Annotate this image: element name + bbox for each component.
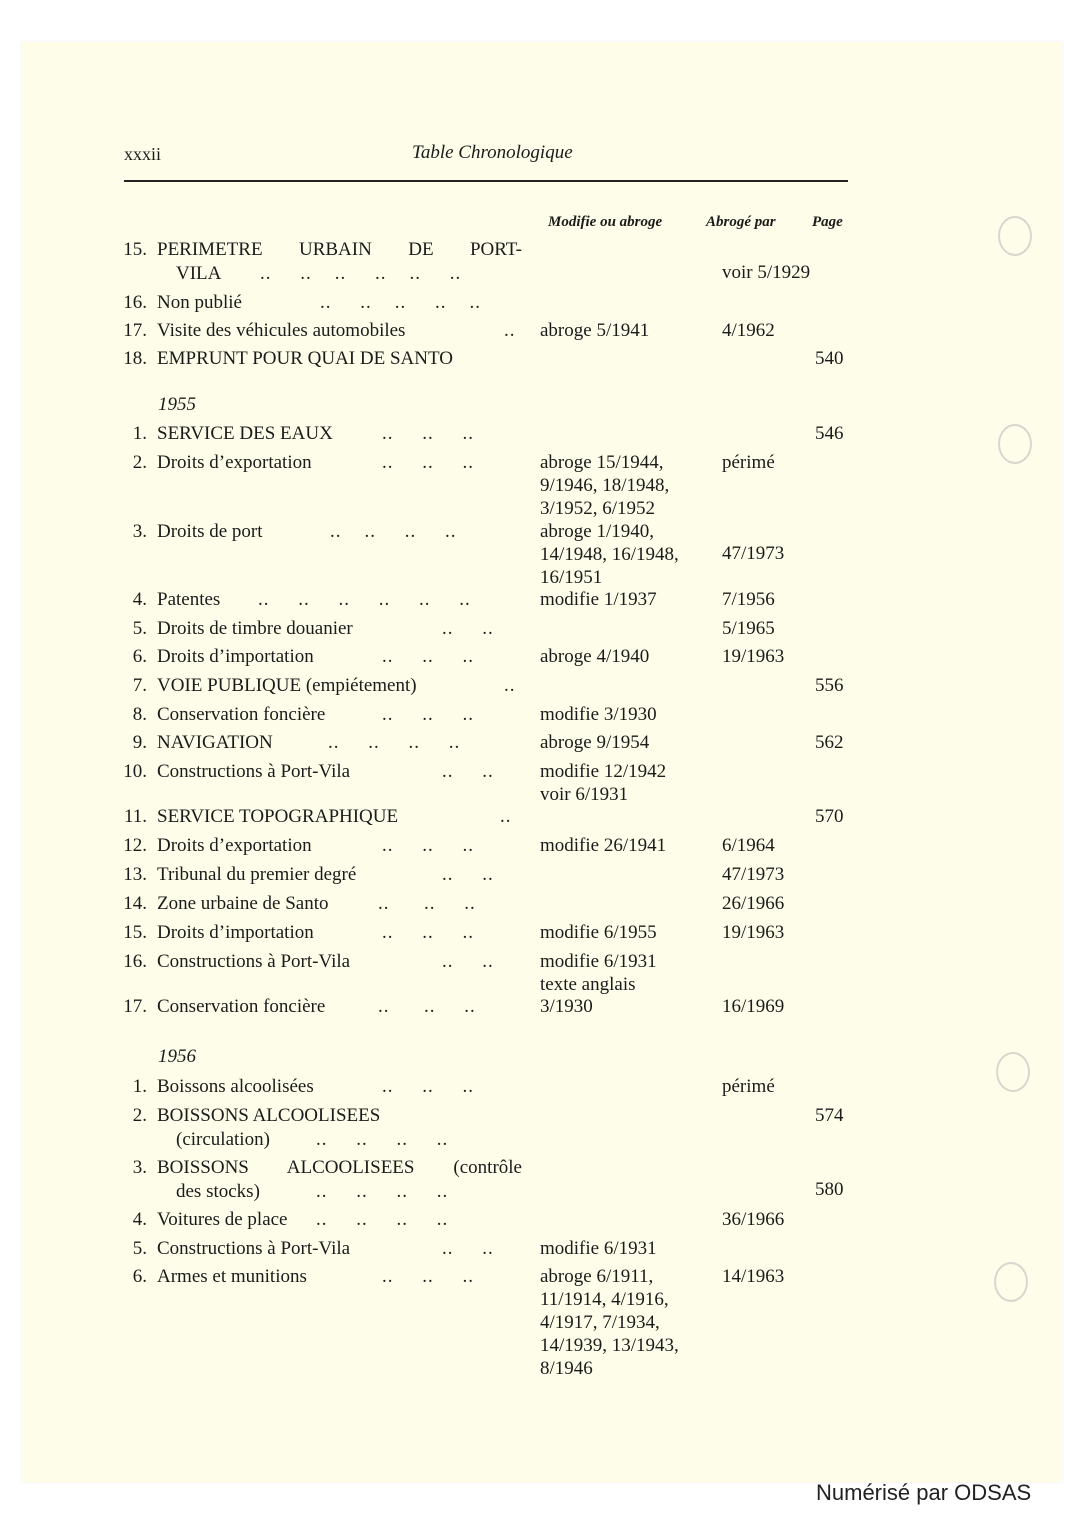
entry-number: 14. xyxy=(123,893,147,914)
entry-title: NAVIGATION xyxy=(157,732,273,753)
entry-title: Patentes xyxy=(157,589,221,610)
abroge-par: 19/1963 xyxy=(722,646,785,667)
page-ref: 570 xyxy=(815,806,844,827)
leader-dots: .. .. xyxy=(442,618,494,639)
leader-dots: .. .. .. xyxy=(382,646,474,667)
column-header-abroge-par: Abrogé par xyxy=(706,214,776,230)
leader-dots: .. .. xyxy=(442,951,494,972)
abroge-par: 19/1963 xyxy=(722,922,785,943)
modifie-ou-abroge-cont: 14/1939, 13/1943, xyxy=(540,1335,679,1356)
entry-title: Droits d’importation xyxy=(157,646,314,667)
entry-title: PERIMETRE URBAIN DE PORT- xyxy=(157,239,522,260)
abroge-par: 6/1964 xyxy=(722,835,775,856)
entry-title: Constructions à Port-Vila xyxy=(157,1238,351,1259)
modifie-ou-abroge-cont: 3/1952, 6/1952 xyxy=(540,498,656,519)
page-ref: 580 xyxy=(815,1179,844,1200)
entry-number: 1. xyxy=(132,1076,147,1097)
entry-number: 18. xyxy=(123,348,147,369)
abroge-par: 14/1963 xyxy=(722,1266,785,1287)
leader-dots: .. .. .. .. xyxy=(330,521,457,542)
page-ref: 562 xyxy=(815,732,844,753)
modifie-ou-abroge: modifie 6/1931 xyxy=(540,951,657,972)
entry-number: 4. xyxy=(132,1209,147,1230)
entry-title: Droits d’exportation xyxy=(157,452,312,473)
page-ref: 546 xyxy=(815,423,844,444)
page-ref: 540 xyxy=(815,348,844,369)
abroge-par: voir 5/1929 xyxy=(722,262,811,283)
leader-dots: .. .. .. xyxy=(382,1266,474,1287)
leader-dots: .. .. xyxy=(442,1238,494,1259)
entry-number: 1. xyxy=(132,423,147,444)
abroge-par: 4/1962 xyxy=(722,320,775,341)
entry-title: Droits de timbre douanier xyxy=(157,618,353,639)
entry-number: 17. xyxy=(123,320,147,341)
leader-dots: .. .. .. xyxy=(382,835,474,856)
leader-dots: .. .. .. xyxy=(378,893,476,914)
modifie-ou-abroge: abroge 15/1944, xyxy=(540,452,664,473)
abroge-par: 5/1965 xyxy=(722,618,775,639)
entry-title-cont: VILA xyxy=(176,263,222,284)
entry-title: EMPRUNT POUR QUAI DE SANTO xyxy=(157,348,453,369)
modifie-ou-abroge: modifie 6/1955 xyxy=(540,922,657,943)
column-header-modifie: Modifie ou abroge xyxy=(548,214,663,230)
leader-dots: .. .. .. xyxy=(382,704,474,725)
entry-title: Visite des véhicules automobiles xyxy=(157,320,406,341)
page-title: Table Chronologique xyxy=(412,142,573,163)
leader-dots: .. .. .. .. .. .. xyxy=(258,589,471,610)
abroge-par: périmé xyxy=(722,452,775,473)
leader-dots: .. .. .. xyxy=(382,423,474,444)
modifie-ou-abroge: abroge 9/1954 xyxy=(540,732,650,753)
entry-title: Tribunal du premier degré xyxy=(157,864,357,885)
modifie-ou-abroge: abroge 6/1911, xyxy=(540,1266,654,1287)
abroge-par: 26/1966 xyxy=(722,893,785,914)
entry-title: BOISSONS ALCOOLISEES xyxy=(157,1105,381,1126)
modifie-ou-abroge: 3/1930 xyxy=(540,996,593,1017)
entry-title-cont: des stocks) xyxy=(176,1181,260,1202)
entry-number: 3. xyxy=(132,521,147,542)
leader-dots: .. .. .. xyxy=(378,996,476,1017)
page-number: xxxii xyxy=(124,144,162,164)
leader-dots: .. .. .. .. xyxy=(328,732,461,753)
leader-dots: .. .. .. xyxy=(382,1076,474,1097)
digitization-credit: Numérisé par ODSAS xyxy=(816,1480,1032,1505)
entry-number: 5. xyxy=(132,1238,147,1259)
entry-number: 6. xyxy=(132,1266,147,1287)
entry-number: 15. xyxy=(123,922,147,943)
leader-dots: .. xyxy=(500,806,512,827)
modifie-ou-abroge: modifie 6/1931 xyxy=(540,1238,657,1259)
modifie-ou-abroge: modifie 12/1942 xyxy=(540,761,667,782)
abroge-par: 47/1973 xyxy=(722,864,785,885)
modifie-ou-abroge: modifie 3/1930 xyxy=(540,704,657,725)
entry-number: 13. xyxy=(123,864,147,885)
leader-dots: .. .. .. xyxy=(382,922,474,943)
entry-title: Boissons alcoolisées xyxy=(157,1076,314,1097)
modifie-ou-abroge-cont: 11/1914, 4/1916, xyxy=(540,1289,669,1310)
entry-number: 10. xyxy=(123,761,147,782)
leader-dots: .. .. .. .. .. .. xyxy=(260,263,462,284)
abroge-par: 7/1956 xyxy=(722,589,775,610)
abroge-par: 16/1969 xyxy=(722,996,785,1017)
modifie-ou-abroge: abroge 5/1941 xyxy=(540,320,650,341)
leader-dots: .. .. .. .. .. xyxy=(320,292,481,313)
entry-number: 5. xyxy=(132,618,147,639)
entry-title: Constructions à Port-Vila xyxy=(157,761,351,782)
modifie-ou-abroge-cont: voir 6/1931 xyxy=(540,784,629,805)
page-ref: 556 xyxy=(815,675,844,696)
entry-title: Conservation foncière xyxy=(157,704,326,725)
entry-title: Armes et munitions xyxy=(157,1266,307,1287)
year-heading: 1955 xyxy=(158,394,196,415)
entry-number: 17. xyxy=(123,996,147,1017)
entry-number: 2. xyxy=(132,1105,147,1126)
modifie-ou-abroge: modifie 1/1937 xyxy=(540,589,657,610)
leader-dots: .. xyxy=(504,675,516,696)
entry-title: Conservation foncière xyxy=(157,996,326,1017)
entry-number: 16. xyxy=(123,292,147,313)
entry-title: Droits d’exportation xyxy=(157,835,312,856)
modifie-ou-abroge: abroge 4/1940 xyxy=(540,646,650,667)
abroge-par: 36/1966 xyxy=(722,1209,785,1230)
leader-dots: .. xyxy=(504,320,516,341)
entry-number: 15. xyxy=(123,239,147,260)
modifie-ou-abroge-cont: 8/1946 xyxy=(540,1358,593,1379)
entry-title: Non publié xyxy=(157,292,242,313)
entry-number: 2. xyxy=(132,452,147,473)
modifie-ou-abroge-cont: 4/1917, 7/1934, xyxy=(540,1312,660,1333)
entry-title: Constructions à Port-Vila xyxy=(157,951,351,972)
abroge-par: périmé xyxy=(722,1076,775,1097)
entry-title: Zone urbaine de Santo xyxy=(157,893,329,914)
entry-number: 11. xyxy=(123,806,147,827)
entry-title-cont: (circulation) xyxy=(176,1129,270,1150)
leader-dots: .. .. .. .. xyxy=(316,1209,449,1230)
entry-title: Droits d’importation xyxy=(157,922,314,943)
entry-number: 4. xyxy=(132,589,147,610)
leader-dots: .. .. .. .. xyxy=(316,1129,449,1150)
entry-number: 16. xyxy=(123,951,147,972)
entry-number: 8. xyxy=(132,704,147,725)
entry-title: BOISSONS ALCOOLISEES (contrôle xyxy=(157,1157,522,1178)
entry-title: SERVICE TOPOGRAPHIQUE xyxy=(157,806,399,827)
modifie-ou-abroge: modifie 26/1941 xyxy=(540,835,667,856)
entry-number: 7. xyxy=(132,675,147,696)
modifie-ou-abroge-cont: 16/1951 xyxy=(540,567,603,588)
abroge-par: 47/1973 xyxy=(722,543,785,564)
entry-title: VOIE PUBLIQUE (empiétement) xyxy=(157,675,417,696)
entry-number: 6. xyxy=(132,646,147,667)
entry-number: 3. xyxy=(132,1157,147,1178)
modifie-ou-abroge-cont: 9/1946, 18/1948, xyxy=(540,475,670,496)
leader-dots: .. .. .. .. xyxy=(316,1181,449,1202)
column-header-page: Page xyxy=(812,214,843,230)
entry-number: 9. xyxy=(132,732,147,753)
leader-dots: .. .. xyxy=(442,761,494,782)
entry-number: 12. xyxy=(123,835,147,856)
modifie-ou-abroge-cont: 14/1948, 16/1948, xyxy=(540,544,679,565)
page-ref: 574 xyxy=(815,1105,844,1126)
entry-title: Droits de port xyxy=(157,521,263,542)
entry-title: SERVICE DES EAUX xyxy=(157,423,333,444)
year-heading: 1956 xyxy=(158,1046,196,1067)
entry-title: Voitures de place xyxy=(157,1209,288,1230)
modifie-ou-abroge-cont: texte anglais xyxy=(540,974,636,995)
modifie-ou-abroge: abroge 1/1940, xyxy=(540,521,654,542)
leader-dots: .. .. xyxy=(442,864,494,885)
leader-dots: .. .. .. xyxy=(382,452,474,473)
